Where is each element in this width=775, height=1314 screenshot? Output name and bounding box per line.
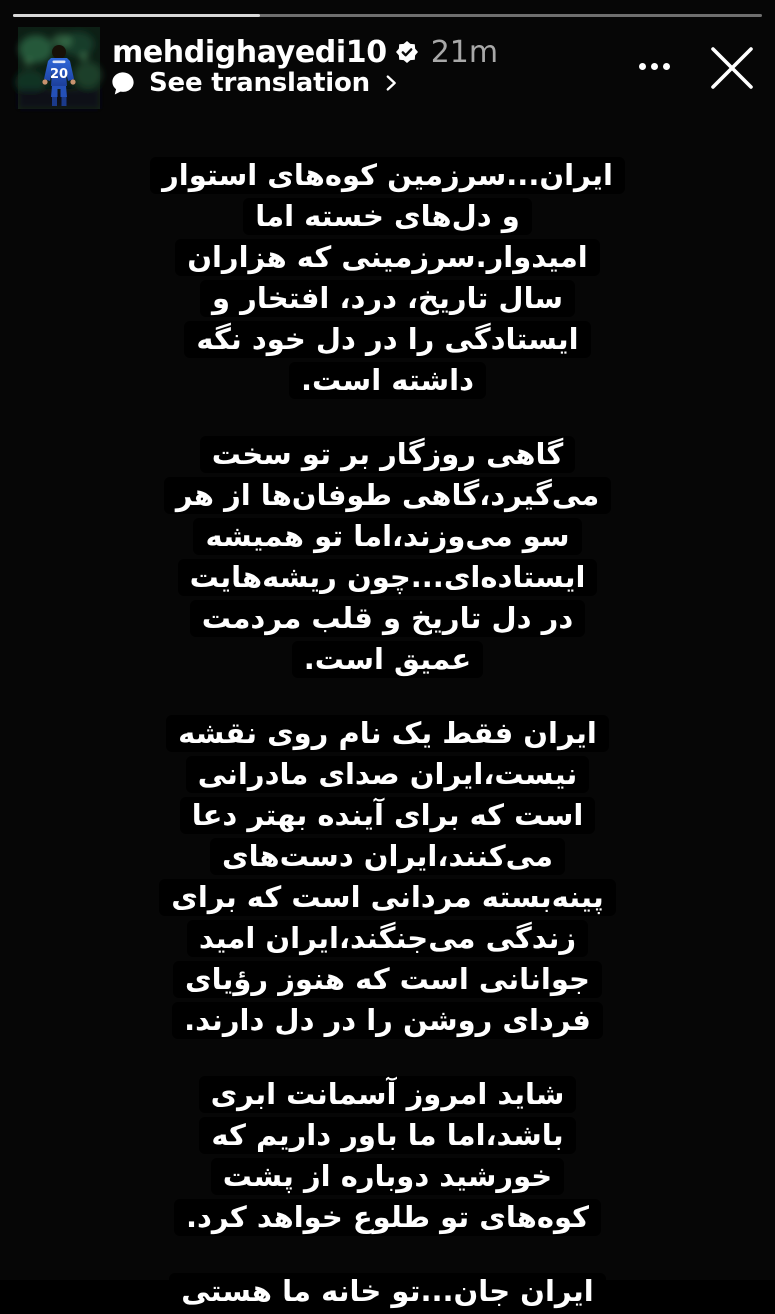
story-line-text: عمیق است. xyxy=(292,641,484,678)
story-line-text: خورشید دوباره از پشت xyxy=(211,1158,564,1195)
story-paragraph xyxy=(78,436,698,682)
story-line xyxy=(78,756,698,797)
story-line-text: می‌گیرد،گاهی طوفان‌ها از هر xyxy=(164,477,611,514)
story-line xyxy=(78,198,698,239)
story-line xyxy=(78,797,698,838)
story-line xyxy=(78,715,698,756)
story-line xyxy=(78,600,698,641)
story-line xyxy=(78,321,698,362)
see-translation-button[interactable] xyxy=(110,66,402,100)
story-line-text: سو می‌وزند،اما تو همیشه xyxy=(193,518,581,555)
story-line xyxy=(78,879,698,920)
story-paragraph xyxy=(78,1076,698,1240)
close-icon xyxy=(706,42,758,94)
story-line xyxy=(78,157,698,198)
story-line xyxy=(78,1002,698,1043)
story-line xyxy=(78,1199,698,1240)
story-line xyxy=(78,1117,698,1158)
story-line-text: و دل‌های خسته اما xyxy=(243,198,532,235)
story-line xyxy=(78,1273,698,1314)
story-line-text: می‌کنند،ایران دست‌های xyxy=(210,838,565,875)
translation-icon xyxy=(110,70,136,96)
story-line-text: زندگی می‌جنگند،ایران امید xyxy=(187,920,588,957)
story-line-text: ایستاده‌ای...چون ریشه‌هایت xyxy=(178,559,598,596)
story-line xyxy=(78,518,698,559)
story-line-text: ایستادگی را در دل خود نگه xyxy=(184,321,590,358)
story-line xyxy=(78,641,698,682)
story-paragraph xyxy=(78,1273,698,1314)
verified-badge-icon xyxy=(396,41,418,63)
story-progress-bar xyxy=(13,14,762,17)
avatar[interactable] xyxy=(18,27,100,109)
story-line-text: داشته است. xyxy=(289,362,486,399)
username[interactable]: mehdighayedi10 xyxy=(112,34,387,70)
jersey-number: 20 xyxy=(49,67,69,82)
ellipsis-icon xyxy=(639,63,670,70)
close-button[interactable] xyxy=(699,36,765,100)
story-line xyxy=(78,961,698,1002)
story-line-text: فردای روشن را در دل دارند. xyxy=(172,1002,603,1039)
story-line xyxy=(78,1076,698,1117)
timestamp: 21m xyxy=(430,34,499,70)
story-line-text: سال تاریخ، درد، افتخار و xyxy=(200,280,575,317)
story-line-text: پینه‌بسته مردانی است که برای xyxy=(159,879,615,916)
story-line-text: است که برای آینده بهتر دعا xyxy=(180,797,596,834)
story-line-text: کوه‌های تو طلوع خواهد کرد. xyxy=(174,1199,601,1236)
story-line-text: گاهی روزگار بر تو سخت xyxy=(200,436,576,473)
story-line-text: شاید امروز آسمانت ابری xyxy=(199,1076,577,1113)
story-line xyxy=(78,920,698,961)
story-line-text: ایران فقط یک نام روی نقشه xyxy=(166,715,609,752)
story-line xyxy=(78,362,698,403)
see-translation-label: See translation xyxy=(149,68,370,98)
story-line-text: جوانانی است که هنوز رؤیای xyxy=(173,961,602,998)
story-line xyxy=(78,280,698,321)
story-line-text: در دل تاریخ و قلب مردمت xyxy=(190,600,585,637)
story-line xyxy=(78,1158,698,1199)
story-line xyxy=(78,239,698,280)
story-paragraph xyxy=(78,715,698,1043)
story-line-text: ایران جان...تو خانه ما هستی xyxy=(169,1273,606,1310)
story-text xyxy=(78,157,698,1314)
story-line xyxy=(78,559,698,600)
story-paragraph xyxy=(78,157,698,403)
story-line-text: نیست،ایران صدای مادرانی xyxy=(186,756,590,793)
story-line-text: امیدوار.سرزمینی که هزاران xyxy=(175,239,600,276)
story-line xyxy=(78,436,698,477)
story-line xyxy=(78,838,698,879)
story-line xyxy=(78,477,698,518)
story-progress-fill xyxy=(13,14,260,17)
story-line-text: ایران...سرزمین کوه‌های استوار xyxy=(150,157,625,194)
story-line-text: باشد،اما ما باور داریم که xyxy=(199,1117,575,1154)
chevron-right-icon xyxy=(380,72,402,94)
avatar-photo xyxy=(18,27,100,109)
more-options-button[interactable] xyxy=(628,48,680,84)
